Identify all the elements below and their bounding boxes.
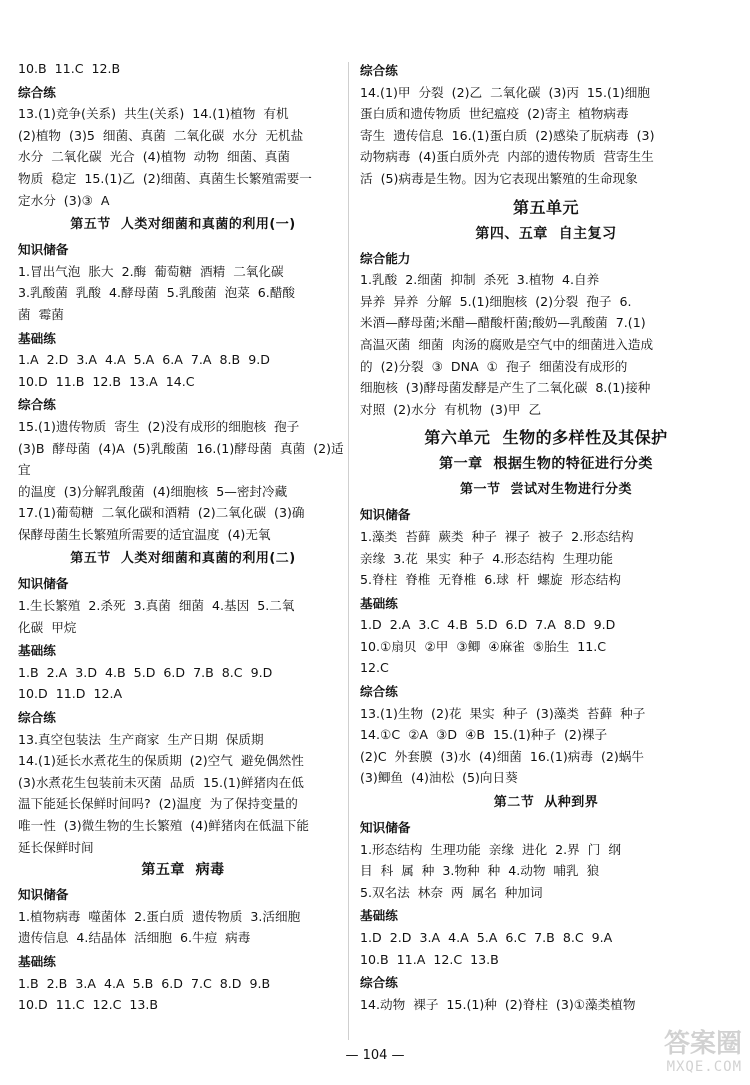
answer-text: 14.(1)甲 分裂 (2)乙 二氧化碳 (3)丙 15.(1)细胞 蛋白质和遗传物质 世纪瘟疫 (2)寄主 植物病毒 寄生 遗传信息 16.(1)蛋白质 (2)感染了朊病毒 (3) 动物病毒 (4)蛋白质外壳 内部的遗传物质 营寄生生 活 (5)病毒是生物。因为它表现出繁殖的生命现象 — [360, 84, 655, 186]
answer-text: 1.D 2.D 3.A 4.A 5.A 6.C 7.B 8.C 9.A 10.B 11.A 12.C 13.B — [360, 930, 613, 967]
column-divider — [348, 62, 349, 1040]
section-label: 综合练 — [18, 710, 56, 726]
section-label: 综合练 — [360, 975, 398, 991]
chapter-title: 第四、五章 自主复习 — [475, 225, 617, 242]
section-label: 知识储备 — [360, 820, 411, 836]
section-title: 第五节 人类对细菌和真菌的利用(一) — [70, 217, 296, 233]
answer-text: 1.藻类 苔藓 蕨类 种子 裸子 被子 2.形态结构 亲缘 3.花 果实 种子 4.形态结构 生理功能 5.脊柱 脊椎 无脊椎 6.球 杆 螺旋 形态结构 — [360, 528, 634, 588]
answer-text: 1.植物病毒 噬菌体 2.蛋白质 遗传物质 3.活细胞 遗传信息 4.结晶体 活细胞 6.牛痘 病毒 — [18, 908, 301, 946]
section-label: 基础练 — [18, 643, 56, 659]
section-label: 综合练 — [360, 684, 398, 700]
answer-text: 14.动物 裸子 15.(1)种 (2)脊柱 (3)①藻类植物 — [360, 996, 636, 1012]
answer-text: 13.真空包装法 生产商家 生产日期 保质期 14.(1)延长水煮花生的保质期 (2)空气 避免偶然性 (3)水煮花生包装前未灭菌 品质 15.(1)鲜猪肉在低 温下能延长保鲜时间吗? (2)温度 为了保持变量的 唯一性 (3)微生物的生长繁殖 (4)鲜猪肉在低温下能 延长保鲜时间 — [18, 731, 309, 855]
section-label: 基础练 — [360, 908, 398, 924]
answer-text: 1.B 2.B 3.A 4.A 5.B 6.D 7.C 8.D 9.B 10.D 11.C 12.C 13.B — [18, 975, 271, 1013]
watermark-logo: 答案圈 — [663, 1029, 742, 1059]
section-label: 基础练 — [18, 330, 56, 346]
answer-text: 13.(1)生物 (2)花 果实 种子 (3)藻类 苔藓 种子 14.①C ②A ③D ④B 15.(1)种子 (2)裸子 (2)C 外套膜 (3)水 (4)细菌 16.(1)病毒 (2)蜗牛 (3)鲫鱼 (4)油松 (5)向日葵 — [360, 705, 646, 786]
section-label: 综合练 — [18, 397, 56, 413]
watermark — [592, 1029, 742, 1081]
section-label: 知识储备 — [18, 242, 69, 258]
chapter-title: 第一章 根据生物的特征进行分类 — [439, 456, 653, 473]
section-title: 第二节 从种到界 — [493, 795, 599, 811]
answer-text: 1.B 2.A 3.D 4.B 5.D 6.D 7.B 8.C 9.D 10.D 11.D 12.A — [18, 664, 273, 702]
answer-text: 1.生长繁殖 2.杀死 3.真菌 细菌 4.基因 5.二氧 化碳 甲烷 — [18, 598, 295, 635]
answer-text: 1.D 2.A 3.C 4.B 5.D 6.D 7.A 8.D 9.D 10.①扇贝 ②甲 ③鲫 ④麻雀 ⑤胎生 11.C 12.C — [360, 617, 616, 676]
section-label: 综合练 — [18, 84, 56, 100]
answer-text: 10.B 11.C 12.B — [18, 61, 121, 76]
answer-text: 13.(1)竞争(关系) 共生(关系) 14.(1)植物 有机 (2)植物 (3)5 细菌、真菌 二氧化碳 水分 无机盐 水分 二氧化碳 光合 (4)植物 动物 细菌、真菌 物质 稳定 15.(1)乙 (2)细菌、真菌生长繁殖需要一 定水分 (3)③ A — [18, 106, 312, 208]
answer-text: 1.形态结构 生理功能 亲缘 进化 2.界 门 纲 目 科 属 种 3.物种 种 4.动物 哺乳 狼 5.双名法 林奈 两 属名 种加词 — [360, 841, 621, 900]
section-label: 知识储备 — [360, 507, 411, 523]
left-column — [18, 58, 348, 1016]
answer-text: 1.乳酸 2.细菌 抑制 杀死 3.植物 4.自养 异养 异养 分解 5.(1)细胞核 (2)分裂 孢子 6. 米酒—酵母菌;米醋—醋酸杆菌;酸奶—乳酸菌 7.(1) 高温灭菌 细菌 肉汤的腐败是空气中的细菌进入造成 的 (2)分裂 ③ DNA ① 孢子 细菌没有成形的 细胞核 (3)酵母菌发酵是产生了二氧化碳 8.(1)接种 对照 (2)水分 有机物 (3)甲 乙 — [360, 272, 654, 417]
section-label: 知识储备 — [18, 576, 69, 592]
section-label: 综合练 — [360, 63, 398, 78]
watermark-url: MXQE.COM — [666, 1059, 742, 1075]
section-title: 第五节 人类对细菌和真菌的利用(二) — [70, 551, 296, 567]
unit-title: 第六单元 生物的多样性及其保护 — [424, 428, 668, 448]
page-number: — 104 — — [345, 1048, 405, 1063]
section-label: 基础练 — [360, 595, 398, 611]
section-label: 知识储备 — [18, 887, 69, 903]
chapter-title: 第五章 病毒 — [141, 862, 225, 879]
answer-text: 1.冒出气泡 胀大 2.酶 葡萄糖 酒精 二氧化碳 3.乳酸菌 乳酸 4.酵母菌 5.乳酸菌 泡菜 6.醋酸 菌 霉菌 — [18, 263, 296, 322]
right-column — [360, 58, 732, 1015]
section-label: 综合能力 — [360, 250, 411, 266]
answer-text: 15.(1)遗传物质 寄生 (2)没有成形的细胞核 孢子 (3)B 酵母菌 (4)A (5)乳酸菌 16.(1)酵母菌 真菌 (2)适宜 的温度 (3)分解乳酸菌 (4)细胞核 5—密封冷藏 17.(1)葡萄糖 二氧化碳和酒精 (2)二氧化碳 (3)确 保酵母菌生长繁殖所需要的适宜温度 (4)无氧 — [18, 418, 344, 542]
unit-title: 第五单元 — [512, 197, 579, 217]
section-title: 第一节 尝试对生物进行分类 — [459, 482, 633, 498]
section-label: 基础练 — [18, 953, 56, 969]
answer-text: 1.A 2.D 3.A 4.A 5.A 6.A 7.A 8.B 9.D 10.D 11.B 12.B 13.A 14.C — [18, 352, 270, 389]
